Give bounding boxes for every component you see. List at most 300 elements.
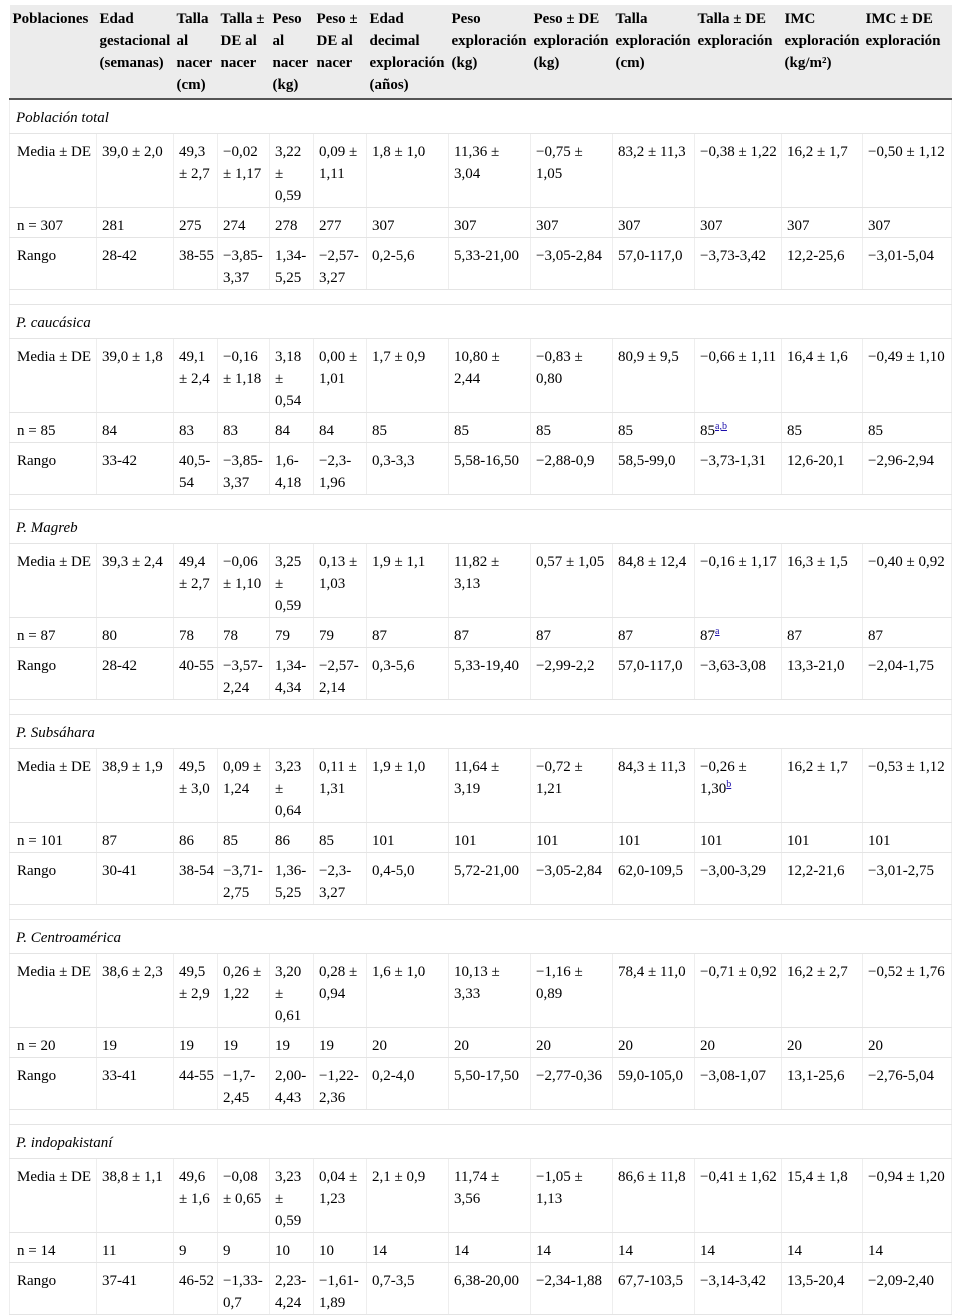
cell-value: −1,7-2,45 — [223, 1068, 256, 1106]
table-cell — [613, 853, 695, 905]
row-label: n = 20 — [10, 1028, 97, 1058]
cell-value: 1,36-5,25 — [275, 863, 307, 901]
cell-value: 307 — [868, 218, 891, 234]
table-cell — [174, 749, 218, 823]
cell-value: −0,16 ± 1,18 — [223, 349, 262, 387]
table-cell — [314, 618, 367, 648]
table-cell — [782, 413, 863, 443]
cell-value: 0,09 ± 1,24 — [223, 759, 262, 797]
column-header: Peso ± DE exploración (kg) — [531, 5, 613, 99]
table-cell — [695, 749, 782, 823]
footnote-link[interactable]: a,b — [715, 421, 727, 432]
table-cell — [531, 749, 613, 823]
cell-value: −0,75 ± 1,05 — [536, 144, 583, 182]
cell-value: 38-54 — [179, 863, 214, 879]
cell-value: −2,09-2,40 — [868, 1273, 934, 1289]
cell-value: −3,57-2,24 — [223, 658, 263, 696]
cell-value: −3,14-3,42 — [700, 1273, 766, 1289]
table-cell — [695, 648, 782, 700]
cell-value: 37-41 — [102, 1273, 137, 1289]
table-cell — [270, 443, 314, 495]
table-cell — [449, 208, 531, 238]
row-label: Rango — [10, 1263, 97, 1315]
cell-value: 83 — [179, 423, 194, 439]
cell-value: 3,23 ± 0,64 — [275, 759, 302, 819]
cell-value: −0,52 ± 1,76 — [868, 964, 945, 980]
table-cell — [695, 134, 782, 208]
cell-value: 12,2-21,6 — [787, 863, 845, 879]
table-cell — [531, 648, 613, 700]
cell-value: −2,96-2,94 — [868, 453, 934, 469]
cell-value: 6,38-20,00 — [454, 1273, 519, 1289]
table-cell — [531, 238, 613, 290]
table-cell — [782, 544, 863, 618]
table-cell — [863, 1263, 952, 1315]
column-header: Edad decimal exploración (años) — [367, 5, 449, 99]
table-row — [10, 853, 952, 905]
group-spacer — [10, 290, 952, 305]
cell-value: 85 — [700, 423, 715, 439]
table-cell — [695, 238, 782, 290]
table-row — [10, 618, 952, 648]
column-header: Peso ± DE al nacer — [314, 5, 367, 99]
table-cell — [782, 339, 863, 413]
row-label: n = 14 — [10, 1233, 97, 1263]
table-cell — [531, 443, 613, 495]
cell-value: 49,3 ± 2,7 — [179, 144, 210, 182]
cell-value: 101 — [700, 833, 723, 849]
group-title: Población total — [10, 99, 952, 134]
table-cell — [97, 1058, 174, 1110]
table-cell — [863, 954, 952, 1028]
cell-value: 86 — [275, 833, 290, 849]
cell-value: 12,6-20,1 — [787, 453, 845, 469]
cell-value: 49,6 ± 1,6 — [179, 1169, 210, 1207]
group-title-row — [10, 510, 952, 544]
cell-value: 57,0-117,0 — [618, 658, 683, 674]
cell-value: 20 — [454, 1038, 469, 1054]
cell-value: −0,08 ± 0,65 — [223, 1169, 262, 1207]
cell-value: 39,0 ± 1,8 — [102, 349, 163, 365]
table-cell — [174, 413, 218, 443]
cell-value: −2,04-1,75 — [868, 658, 934, 674]
table-cell — [531, 1233, 613, 1263]
cell-value: 101 — [372, 833, 395, 849]
cell-value: −0,06 ± 1,10 — [223, 554, 262, 592]
table-cell — [367, 1028, 449, 1058]
column-header: Peso exploración (kg) — [449, 5, 531, 99]
cell-value: −0,16 ± 1,17 — [700, 554, 777, 570]
table-row — [10, 339, 952, 413]
table-cell — [863, 1233, 952, 1263]
table-cell — [97, 134, 174, 208]
cell-value: 0,09 ± 1,11 — [319, 144, 358, 182]
group-title: P. caucásica — [10, 305, 952, 339]
cell-value: 9 — [179, 1243, 187, 1259]
group-title: P. indopakistaní — [10, 1125, 952, 1159]
cell-value: 278 — [275, 218, 298, 234]
cell-value: 85 — [372, 423, 387, 439]
table-cell — [270, 853, 314, 905]
table-cell — [367, 648, 449, 700]
table-cell — [367, 238, 449, 290]
table-cell — [695, 618, 782, 648]
row-label: Media ± DE — [10, 1159, 97, 1233]
cell-value: 67,7-103,5 — [618, 1273, 683, 1289]
cell-value: 16,2 ± 1,7 — [787, 759, 848, 775]
table-cell — [174, 1058, 218, 1110]
table-cell — [218, 1233, 270, 1263]
cell-value: 87 — [372, 628, 387, 644]
table-cell — [531, 544, 613, 618]
table-cell — [531, 853, 613, 905]
cell-value: 40,5-54 — [179, 453, 211, 491]
table-cell — [174, 1263, 218, 1315]
table-cell — [613, 134, 695, 208]
cell-value: 5,33-19,40 — [454, 658, 519, 674]
table-cell — [97, 618, 174, 648]
cell-value: 11 — [102, 1243, 117, 1259]
table-cell — [782, 238, 863, 290]
cell-value: −0,38 ± 1,22 — [700, 144, 777, 160]
cell-value: 28-42 — [102, 248, 137, 264]
group-spacer — [10, 495, 952, 510]
cell-value: 101 — [536, 833, 559, 849]
cell-value: 10 — [275, 1243, 290, 1259]
table-cell — [863, 618, 952, 648]
cell-value: −3,05-2,84 — [536, 863, 602, 879]
cell-value: 38,9 ± 1,9 — [102, 759, 163, 775]
cell-value: 10,80 ± 2,44 — [454, 349, 500, 387]
table-cell — [367, 413, 449, 443]
table-cell — [218, 1159, 270, 1233]
cell-value: 1,8 ± 1,0 — [372, 144, 426, 160]
table-cell — [782, 954, 863, 1028]
cell-value: 78 — [179, 628, 194, 644]
table-cell — [782, 749, 863, 823]
cell-value: 281 — [102, 218, 125, 234]
cell-value: 1,9 ± 1,1 — [372, 554, 426, 570]
cell-value: −2,99-2,2 — [536, 658, 595, 674]
table-cell — [782, 648, 863, 700]
cell-value: 16,3 ± 1,5 — [787, 554, 848, 570]
table-cell — [695, 413, 782, 443]
table-cell — [613, 238, 695, 290]
table-cell — [449, 618, 531, 648]
cell-value: 1,6-4,18 — [275, 453, 302, 491]
table-row — [10, 954, 952, 1028]
cell-value: 1,6 ± 1,0 — [372, 964, 426, 980]
cell-value: 15,4 ± 1,8 — [787, 1169, 848, 1185]
table-cell — [174, 208, 218, 238]
table-cell — [218, 1263, 270, 1315]
table-cell — [270, 208, 314, 238]
cell-value: 39,3 ± 2,4 — [102, 554, 163, 570]
table-cell — [174, 648, 218, 700]
cell-value: −3,01-2,75 — [868, 863, 934, 879]
table-cell — [314, 853, 367, 905]
row-label: Rango — [10, 1058, 97, 1110]
table-cell — [174, 443, 218, 495]
header-row — [10, 5, 952, 99]
table-row — [10, 413, 952, 443]
cell-value: 13,1-25,6 — [787, 1068, 845, 1084]
table-row — [10, 1028, 952, 1058]
cell-value: −0,66 ± 1,11 — [700, 349, 777, 365]
cell-value: −0,26 ± 1,30 — [700, 759, 747, 797]
cell-value: 87 — [787, 628, 802, 644]
cell-value: 10,13 ± 3,33 — [454, 964, 500, 1002]
table-cell — [174, 823, 218, 853]
cell-value: 3,22 ± 0,59 — [275, 144, 302, 204]
table-cell — [613, 443, 695, 495]
table-cell — [863, 544, 952, 618]
cell-value: 16,2 ± 2,7 — [787, 964, 848, 980]
group-title: P. Magreb — [10, 510, 952, 544]
table-cell — [449, 339, 531, 413]
table-cell — [863, 648, 952, 700]
cell-value: 5,72-21,00 — [454, 863, 519, 879]
cell-value: 83,2 ± 11,3 — [618, 144, 686, 160]
cell-value: 30-41 — [102, 863, 137, 879]
column-header: Peso al nacer (kg) — [270, 5, 314, 99]
table-cell — [270, 618, 314, 648]
table-row — [10, 1058, 952, 1110]
cell-value: 277 — [319, 218, 342, 234]
cell-value: 19 — [319, 1038, 334, 1054]
table-cell — [218, 823, 270, 853]
group-title-row — [10, 920, 952, 954]
table-cell — [270, 339, 314, 413]
cell-value: 19 — [275, 1038, 290, 1054]
table-cell — [782, 618, 863, 648]
table-cell — [531, 208, 613, 238]
cell-value: 1,34-4,34 — [275, 658, 307, 696]
table-cell — [97, 413, 174, 443]
cell-value: 1,34-5,25 — [275, 248, 307, 286]
table-cell — [314, 544, 367, 618]
cell-value: 307 — [700, 218, 723, 234]
cell-value: 78 — [223, 628, 238, 644]
table-cell — [270, 1159, 314, 1233]
cell-value: 58,5-99,0 — [618, 453, 676, 469]
table-cell — [367, 749, 449, 823]
table-cell — [863, 208, 952, 238]
table-cell — [314, 1058, 367, 1110]
cell-value: 0,4-5,0 — [372, 863, 415, 879]
table-cell — [218, 954, 270, 1028]
cell-value: 87 — [454, 628, 469, 644]
footnote-link[interactable]: a — [715, 626, 720, 637]
table-cell — [270, 134, 314, 208]
table-cell — [531, 618, 613, 648]
cell-value: 39,0 ± 2,0 — [102, 144, 163, 160]
cell-value: 0,2-5,6 — [372, 248, 415, 264]
cell-value: 101 — [787, 833, 810, 849]
cell-value: 40-55 — [179, 658, 214, 674]
cell-value: 20 — [536, 1038, 551, 1054]
table-cell — [174, 618, 218, 648]
cell-value: −3,85-3,37 — [223, 248, 263, 286]
cell-value: 84 — [319, 423, 334, 439]
cell-value: 0,26 ± 1,22 — [223, 964, 262, 1002]
table-cell — [863, 749, 952, 823]
table-row — [10, 443, 952, 495]
table-cell — [97, 1233, 174, 1263]
cell-value: 86 — [179, 833, 194, 849]
row-label: Media ± DE — [10, 339, 97, 413]
cell-value: −1,16 ± 0,89 — [536, 964, 583, 1002]
table-cell — [218, 544, 270, 618]
cell-value: 11,36 ± 3,04 — [454, 144, 500, 182]
cell-value: 0,11 ± 1,31 — [319, 759, 357, 797]
footnote-link[interactable]: b — [726, 779, 732, 790]
table-cell — [367, 1159, 449, 1233]
column-header: Talla exploración (cm) — [613, 5, 695, 99]
cell-value: 9 — [223, 1243, 231, 1259]
group-title: P. Centroamérica — [10, 920, 952, 954]
table-cell — [367, 618, 449, 648]
cell-value: 10 — [319, 1243, 334, 1259]
table-cell — [97, 443, 174, 495]
cell-value: 0,00 ± 1,01 — [319, 349, 358, 387]
row-label: Media ± DE — [10, 749, 97, 823]
cell-value: 13,5-20,4 — [787, 1273, 845, 1289]
table-cell — [218, 749, 270, 823]
cell-value: 83 — [223, 423, 238, 439]
table-cell — [613, 749, 695, 823]
table-cell — [449, 1058, 531, 1110]
table-cell — [449, 1159, 531, 1233]
cell-value: −0,72 ± 1,21 — [536, 759, 583, 797]
table-cell — [613, 1159, 695, 1233]
cell-value: 84 — [102, 423, 117, 439]
table-row — [10, 749, 952, 823]
table-cell — [863, 134, 952, 208]
cell-value: 5,33-21,00 — [454, 248, 519, 264]
table-cell — [314, 1028, 367, 1058]
table-cell — [613, 339, 695, 413]
cell-value: 0,3-3,3 — [372, 453, 415, 469]
population-data-table — [9, 5, 952, 1315]
cell-value: 0,7-3,5 — [372, 1273, 415, 1289]
table-cell — [449, 413, 531, 443]
cell-value: 57,0-117,0 — [618, 248, 683, 264]
cell-value: 20 — [372, 1038, 387, 1054]
table-cell — [613, 1263, 695, 1315]
cell-value: −2,57-3,27 — [319, 248, 359, 286]
table-cell — [782, 208, 863, 238]
table-cell — [314, 823, 367, 853]
table-cell — [218, 208, 270, 238]
table-cell — [782, 853, 863, 905]
table-cell — [449, 823, 531, 853]
table-cell — [367, 208, 449, 238]
table-cell — [367, 823, 449, 853]
column-header: Talla al nacer (cm) — [174, 5, 218, 99]
table-cell — [270, 1233, 314, 1263]
table-cell — [695, 208, 782, 238]
table-cell — [863, 823, 952, 853]
table-row — [10, 823, 952, 853]
cell-value: −1,33-0,7 — [223, 1273, 263, 1311]
cell-value: 87 — [868, 628, 883, 644]
row-label: n = 307 — [10, 208, 97, 238]
cell-value: 307 — [372, 218, 395, 234]
cell-value: −3,00-3,29 — [700, 863, 766, 879]
cell-value: 2,23-4,24 — [275, 1273, 307, 1311]
table-cell — [695, 1159, 782, 1233]
cell-value: 85 — [868, 423, 883, 439]
cell-value: 3,18 ± 0,54 — [275, 349, 302, 409]
table-cell — [449, 544, 531, 618]
cell-value: 85 — [618, 423, 633, 439]
cell-value: 0,57 ± 1,05 — [536, 554, 605, 570]
cell-value: −0,02 ± 1,17 — [223, 144, 262, 182]
table-cell — [863, 1058, 952, 1110]
cell-value: 0,13 ± 1,03 — [319, 554, 358, 592]
cell-value: 11,82 ± 3,13 — [454, 554, 500, 592]
row-label: n = 101 — [10, 823, 97, 853]
table-cell — [695, 1028, 782, 1058]
table-cell — [270, 1263, 314, 1315]
table-cell — [613, 954, 695, 1028]
table-cell — [218, 443, 270, 495]
table-cell — [174, 339, 218, 413]
cell-value: 87 — [102, 833, 117, 849]
table-row — [10, 544, 952, 618]
table-cell — [97, 339, 174, 413]
table-cell — [174, 1233, 218, 1263]
row-label: Rango — [10, 853, 97, 905]
cell-value: 28-42 — [102, 658, 137, 674]
table-cell — [218, 134, 270, 208]
cell-value: 14 — [454, 1243, 469, 1259]
table-cell — [314, 339, 367, 413]
row-label: n = 87 — [10, 618, 97, 648]
cell-value: 62,0-109,5 — [618, 863, 683, 879]
row-label: Media ± DE — [10, 134, 97, 208]
table-cell — [782, 443, 863, 495]
table-cell — [314, 443, 367, 495]
table-row — [10, 208, 952, 238]
cell-value: −2,34-1,88 — [536, 1273, 602, 1289]
column-header: IMC ± DE exploración — [863, 5, 952, 99]
table-cell — [218, 1028, 270, 1058]
cell-value: 49,1 ± 2,4 — [179, 349, 210, 387]
table-row — [10, 238, 952, 290]
cell-value: 14 — [618, 1243, 633, 1259]
cell-value: 307 — [536, 218, 559, 234]
table-row — [10, 648, 952, 700]
table-cell — [782, 823, 863, 853]
cell-value: 38,8 ± 1,1 — [102, 1169, 163, 1185]
cell-value: −0,49 ± 1,10 — [868, 349, 945, 365]
group-title-row — [10, 715, 952, 749]
table-cell — [270, 1058, 314, 1110]
group-title-row — [10, 305, 952, 339]
table-cell — [367, 134, 449, 208]
cell-value: 3,20 ± 0,61 — [275, 964, 302, 1024]
table-cell — [270, 954, 314, 1028]
table-cell — [97, 648, 174, 700]
table-cell — [449, 1263, 531, 1315]
table-cell — [97, 238, 174, 290]
cell-value: 86,6 ± 11,8 — [618, 1169, 686, 1185]
table-cell — [97, 1263, 174, 1315]
table-cell — [782, 1058, 863, 1110]
cell-value: −2,57-2,14 — [319, 658, 359, 696]
